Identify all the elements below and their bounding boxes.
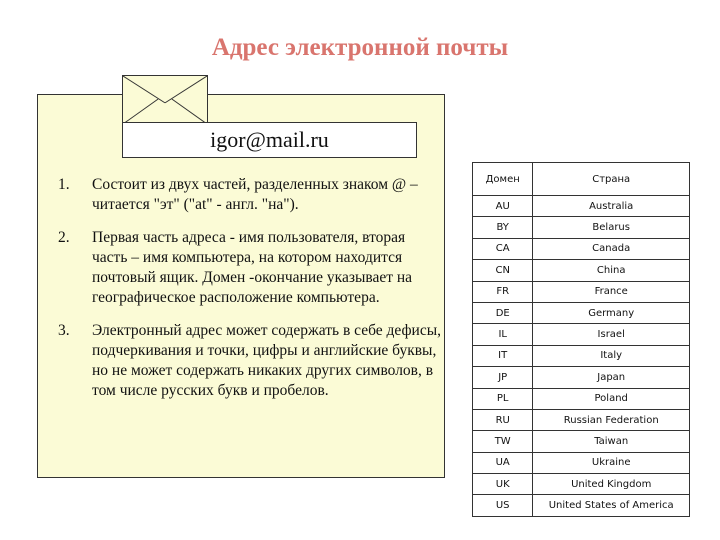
domain-cell: FR [473, 281, 533, 302]
list-item [58, 321, 442, 401]
domain-cell: US [473, 495, 533, 516]
domain-cell: RU [473, 409, 533, 430]
country-cell: Canada [533, 238, 690, 259]
envelope-icon [122, 75, 208, 125]
domain-cell: UA [473, 452, 533, 473]
country-cell: China [533, 260, 690, 281]
country-cell: France [533, 281, 690, 302]
country-cell: Russian Federation [533, 409, 690, 430]
country-cell: Poland [533, 388, 690, 409]
list-number: 2. [58, 229, 70, 246]
list-number: 1. [58, 176, 70, 193]
list-text: Состоит из двух частей, разделенных знаком @ – читается "эт" ("at" - англ. "на"). [92, 176, 418, 213]
country-cell: Belarus [533, 217, 690, 238]
table-row [473, 495, 690, 516]
domain-table [472, 162, 690, 517]
table-row [473, 367, 690, 388]
envelope-flap-graphic [123, 76, 207, 124]
country-cell: Taiwan [533, 431, 690, 452]
table-row [473, 238, 690, 259]
table-row [473, 474, 690, 495]
domain-cell: IT [473, 345, 533, 366]
table-row [473, 281, 690, 302]
list-text: Электронный адрес может содержать в себе дефисы, подчеркивания и точки, цифры и английские буквы, но не может содержать никаких других символов, в том числе русских букв и пробелов. [92, 322, 441, 399]
header-country: Страна [533, 163, 690, 196]
table-row [473, 217, 690, 238]
country-cell: Israel [533, 324, 690, 345]
table-header-row [473, 163, 690, 196]
domain-cell: DE [473, 302, 533, 323]
domain-cell: IL [473, 324, 533, 345]
table-row [473, 431, 690, 452]
domain-cell: TW [473, 431, 533, 452]
domain-cell: JP [473, 367, 533, 388]
page-title: Адрес электронной почты [211, 34, 509, 61]
domain-cell: UK [473, 474, 533, 495]
country-cell: Australia [533, 196, 690, 217]
header-domain: Домен [473, 163, 533, 196]
table-row [473, 260, 690, 281]
table-row [473, 196, 690, 217]
table-row [473, 345, 690, 366]
country-cell: Japan [533, 367, 690, 388]
table-row [473, 302, 690, 323]
list-text: Первая часть адреса - имя пользователя, вторая часть – имя компьютера, на котором находится почтовый ящик. Домен -окончание указывает на географическое расположение компьютера. [92, 229, 413, 306]
table-row [473, 388, 690, 409]
list-item [58, 228, 442, 308]
domain-cell: CA [473, 238, 533, 259]
table-row [473, 452, 690, 473]
list-number: 3. [58, 322, 70, 339]
domain-cell: AU [473, 196, 533, 217]
table-row [473, 409, 690, 430]
table-row [473, 324, 690, 345]
country-cell: United States of America [533, 495, 690, 516]
list-item [58, 175, 442, 215]
domain-cell: CN [473, 260, 533, 281]
country-cell: United Kingdom [533, 474, 690, 495]
email-example: igor@mail.ru [122, 122, 417, 158]
country-cell: Germany [533, 302, 690, 323]
domain-cell: BY [473, 217, 533, 238]
domain-cell: PL [473, 388, 533, 409]
rule-list [58, 175, 442, 414]
country-cell: Ukraine [533, 452, 690, 473]
country-cell: Italy [533, 345, 690, 366]
